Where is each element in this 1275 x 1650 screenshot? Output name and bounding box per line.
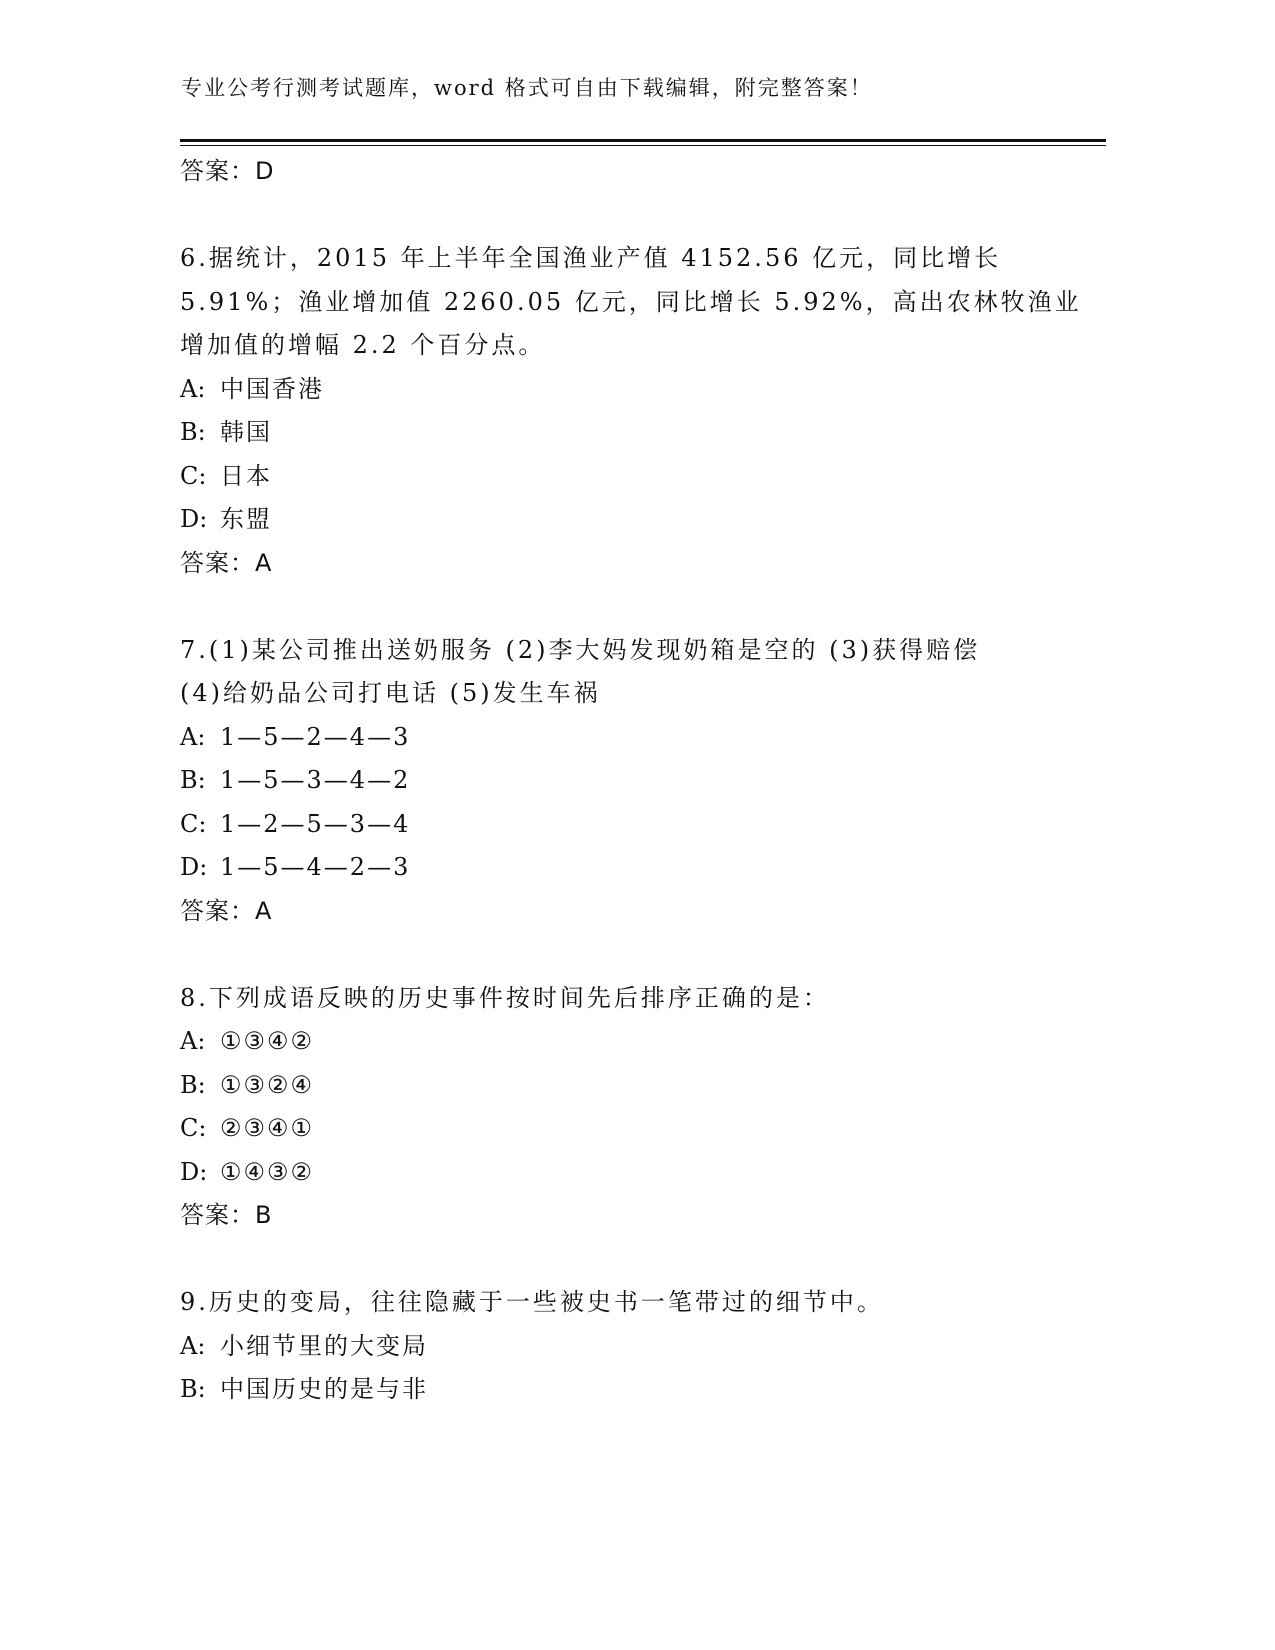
option-text: 1—2—5—3—4: [220, 809, 411, 838]
stem-line: 增加值的增幅 2.2 个百分点。: [180, 331, 546, 359]
question-stem: [180, 977, 1110, 1021]
question-stem: [180, 629, 1110, 716]
option-d: [180, 846, 1110, 890]
option-c: [180, 803, 1110, 847]
spacer: [180, 1236, 1110, 1281]
option-label: A:: [180, 1331, 206, 1360]
option-text: 中国香港: [220, 374, 324, 403]
question-6: [180, 237, 1110, 584]
stem-line: 6.据统计，2015 年上半年全国渔业产值 4152.56 亿元，同比增长: [180, 244, 1002, 272]
option-a: [180, 1020, 1110, 1064]
answer-line: 答案：A: [180, 896, 273, 925]
option-label: B:: [180, 1070, 206, 1099]
option-text: ①③④②: [220, 1027, 315, 1055]
option-d: [180, 498, 1110, 542]
option-label: B:: [180, 418, 206, 446]
option-text: 中国历史的是与非: [220, 1375, 428, 1403]
stem-line: 5.91%；渔业增加值 2260.05 亿元，同比增长 5.92%，高出农林牧渔业: [180, 287, 1082, 316]
option-a: [180, 1325, 1110, 1369]
answer-line: 答案：D: [180, 157, 275, 185]
option-label: C:: [180, 1114, 207, 1142]
option-b: [180, 411, 1110, 455]
option-d: [180, 1151, 1110, 1195]
option-label: D:: [180, 1157, 208, 1186]
option-b: [180, 1064, 1110, 1108]
stem-line: 7.(1)某公司推出送奶服务 (2)李大妈发现奶箱是空的 (3)获得赔偿: [180, 635, 981, 664]
spacer: [180, 932, 1110, 977]
option-label: C:: [180, 809, 207, 838]
stem-line: (4)给奶品公司打电话 (5)发生车祸: [180, 679, 601, 707]
question-stem: [180, 237, 1110, 368]
option-c: [180, 1107, 1110, 1151]
option-text: 1—5—3—4—2: [220, 766, 411, 794]
header-rule-thin: [180, 145, 1106, 146]
question-stem: [180, 1281, 1110, 1325]
question-8: [180, 977, 1110, 1237]
option-a: [180, 716, 1110, 760]
question-7: [180, 629, 1110, 932]
option-text: ①③②④: [220, 1070, 315, 1099]
question-9: [180, 1281, 1110, 1412]
option-text: 1—5—4—2—3: [220, 853, 411, 881]
stem-line: 8.下列成语反映的历史事件按时间先后排序正确的是：: [180, 983, 830, 1012]
option-text: 日本: [220, 461, 272, 490]
option-b: [180, 759, 1110, 803]
header-rule-thick: [180, 139, 1106, 142]
option-label: A:: [180, 722, 206, 751]
answer-line: 答案：A: [180, 548, 273, 577]
option-text: 1—5—2—4—3: [220, 722, 411, 751]
option-text: ②③④①: [220, 1114, 315, 1142]
option-label: D:: [180, 505, 208, 533]
spacer: [180, 192, 1110, 237]
option-text: 韩国: [220, 418, 272, 446]
option-text: 东盟: [220, 505, 272, 533]
page-header: 专业公考行测考试题库，word 格式可自由下载编辑，附完整答案！: [181, 76, 873, 100]
option-label: B:: [180, 1375, 206, 1403]
option-label: A:: [180, 1027, 206, 1055]
option-label: C:: [180, 461, 207, 490]
option-label: A:: [180, 374, 206, 403]
option-c: [180, 455, 1110, 499]
option-label: D:: [180, 853, 208, 881]
option-text: ①④③②: [220, 1157, 315, 1186]
stem-line: 9.历史的变局，往往隐藏于一些被史书一笔带过的细节中。: [180, 1288, 884, 1316]
option-b: [180, 1368, 1110, 1412]
spacer: [180, 584, 1110, 629]
option-label: B:: [180, 766, 206, 794]
option-text: 小细节里的大变局: [220, 1331, 428, 1360]
option-a: [180, 368, 1110, 412]
question-list: [180, 150, 1110, 1412]
answer-line: 答案：B: [180, 1201, 273, 1229]
